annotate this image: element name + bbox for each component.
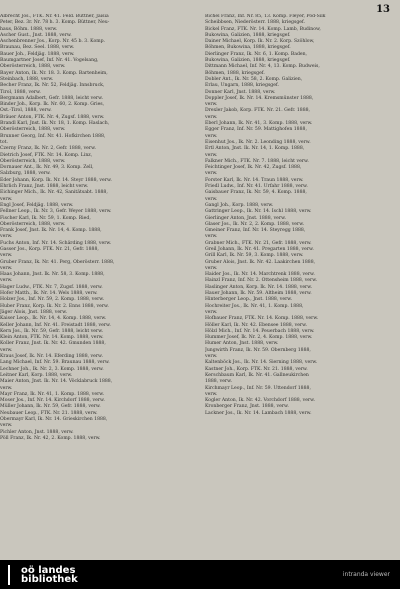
- entry-line: Mayr Franz, Ik. Nr. 41, 1. Komp. 1888, verw.: [0, 391, 105, 397]
- entry-line: Oberösterreich, 1888, verw.: [0, 221, 66, 227]
- entry-line: Obermayr Karl, Ik. Nr. 14. Grieskirchen 1888,: [0, 417, 108, 422]
- entry-line: Dobler Ant., Ik. Nr. 58, 2. Komp. Galizien,: [205, 76, 303, 82]
- entry-line: Dainer Michael, Korp. Ik. Nr. 2. Korp. Szöhlow,: [205, 39, 315, 45]
- entry-line: verw.: [0, 196, 13, 202]
- entry-line: Kern Jos., Ik. Nr. 59, Gefr. 1888, leicht verw.: [0, 328, 104, 334]
- entry-line: Baumgartner Josef, Inf. Nr. 41. Vogelsang,: [0, 58, 99, 64]
- entry-line: Binder Joh., Korp. Ik. Nr. 60, 2. Komp. Gries,: [0, 102, 105, 108]
- entry-line: Bayer Anton, Ik. Nr. 18. 3. Komp. Bartenheim,: [0, 70, 108, 76]
- entry-line: Gierlinger Anton, Jnst. 1888, verw.: [205, 215, 286, 221]
- entry-line: verw.: [0, 234, 13, 240]
- entry-line: Hager Ludw., FTK. Nr. 7, Zugsf. 1888, verw.: [0, 284, 103, 290]
- entry-line: verw.: [205, 114, 218, 120]
- entry-line: Greil Johann, Ik. Nr. 41. Pregarten 1888, verw.: [205, 246, 314, 252]
- entry-line: verw.: [205, 102, 218, 108]
- entry-line: Gaisbauer Franz, Ik. Nr. 59, 4. Komp. 1888,: [205, 190, 307, 196]
- entry-line: Jäger Alois, Jnst. 1888, verw.: [0, 309, 68, 315]
- entry-line: Lackner Jos., Ik. Nr. 14. Lambach 1888, verw.: [205, 410, 312, 416]
- entry-line: Feichtinger Josef, Ik. Nr. 42, Zugsf. 1888,: [205, 165, 302, 171]
- entry-line: Ehrlich Franz, Jnst. 1888, leicht verw.: [0, 184, 89, 190]
- entry-line: Oberösterreich, 1888, verw.: [0, 64, 66, 70]
- entry-line: Dietrich Josef, FTK. Nr. 14. Komp. Linz,: [0, 152, 93, 158]
- entry-line: Kerschbaum Karl, Ik. Nr. 41. Gallneukirchen: [205, 372, 309, 378]
- entry-line: Bräuer Anton, FTK. Nr. 4, Zugsf. 1888, verw.: [0, 114, 105, 120]
- entry-line: Koller Franz, Jnst. Ik. Nr. 42. Gmunden 1888,: [0, 341, 106, 347]
- entry-line: Bickel Franz, FTK. Nr. 14. Komp. Lamb, Budinow,: [205, 26, 321, 32]
- entry-line: verw.: [205, 133, 218, 139]
- entry-line: Forster Karl, Ik. Nr. 14. Traun 1888, verw.: [205, 177, 304, 183]
- entry-line: Peter, Bez. 3r. Nr. 78 h. 3. Komp. Büttner, Neu-: [0, 20, 110, 26]
- entry-line: Grill Karl, Ik. Nr. 59, 3. Komp. 1888, verw.: [205, 253, 304, 259]
- logo-bar-icon: [8, 565, 16, 585]
- viewer-brand-label: intranda viewer: [342, 571, 390, 578]
- entry-line: Hochreiter Jos., Ik. Nr. 41, 1. Komp. 1888,: [205, 303, 304, 309]
- entry-line: Brunner Georg, Inf. Nr. 41. Hofkirchen 1888,: [0, 133, 106, 139]
- entry-line: verw.: [205, 309, 218, 315]
- entry-line: Grabner Mich., FTK. Nr. 21, Gefr. 1888, verw.: [205, 240, 312, 246]
- entry-line: Bukowina, Galizien, 1888, kriegsgef.: [205, 32, 291, 38]
- entry-line: Huber Franz, Korp. Ik. Nr. 2. Enns 1888, verw.: [0, 303, 109, 309]
- entry-line: Kraus Josef, Ik. Nr. 14. Eferding 1888, verw.: [0, 354, 103, 360]
- entry-line: Frank Josef, Jnst. Ik. Nr. 14, 4. Komp. 1888,: [0, 228, 102, 234]
- entry-line: verw.: [0, 347, 13, 353]
- entry-line: haus, Böhm. 1888, verw.: [0, 26, 58, 32]
- entry-line: Gasser Jos., Korp. FTK. Nr. 21, Gefr. 1888,: [0, 246, 99, 252]
- entry-line: Glaser Jos., Ik. Nr. 2, 2. Komp. 1888, verw.: [205, 221, 305, 227]
- entry-line: Doppler Josef, Ik. Nr. 14. Kremsmünster 1888,: [205, 95, 314, 101]
- entry-line: Pöll Franz, Ik. Nr. 42, 2. Komp. 1888, verw.: [0, 435, 101, 441]
- library-logo[interactable]: [0, 565, 78, 585]
- entry-line: Fuchs Anton, Inf. Nr. 14. Schärding 1888, verw.: [0, 240, 112, 246]
- entry-line: Hofer Matth., Ik. Nr. 14. Wels 1888, verw.: [0, 291, 98, 297]
- entry-line: Fellner Leop., Ik. Nr. 3, Gefr. Weyer 1888, verw.: [0, 209, 112, 215]
- entry-line: verw.: [0, 385, 13, 391]
- left-column: [0, 14, 195, 559]
- entry-line: Jungwirth Franz, Ik. Nr. 59. Obernberg 1888,: [205, 347, 311, 353]
- entry-line: verw.: [205, 234, 218, 240]
- entry-line: Friedl Ludw., Inf. Nr. 41. Urfahr 1888, verw.: [205, 184, 308, 190]
- entry-line: Steinbach, 1888, verw.: [0, 76, 54, 82]
- entry-line: Hölzl Mich., Inf. Nr. 14. Peuerbach 1888, verw.: [205, 328, 315, 334]
- entry-line: verw.: [205, 171, 218, 177]
- page-number: 13: [376, 4, 390, 15]
- entry-line: Lechner Joh., Ik. Nr. 2, 3. Komp. 1888, verw.: [0, 366, 104, 372]
- entry-line: Albrecht Jos., FTK. Nr. 41. Feld. Büttner, Jaisia: [0, 14, 109, 19]
- entry-line: Gruber Franz, Ik. Nr. 41. Perg, Oberösterr. 1888,: [0, 259, 115, 265]
- entry-line: Haas Johann, Jnst. Ik. Nr. 58, 3. Komp. 1888,: [0, 272, 105, 278]
- entry-line: Leitner Karl, Korp. 1888, verw.: [0, 372, 73, 378]
- entry-line: Keller Johann, Inf. Nr. 41. Freistadt 1888, verw.: [0, 322, 111, 328]
- entry-line: verw.: [205, 391, 218, 397]
- entry-line: verw.: [205, 265, 218, 271]
- entry-line: Salzburg, 1888, verw.: [0, 171, 51, 177]
- entry-line: verw.: [205, 196, 218, 202]
- entry-line: Höller Karl, Ik. Nr. 42. Ebensee 1888, verw.: [205, 322, 307, 328]
- entry-line: Bergmann Adalbert, Gefr. 1888, leicht verw.: [0, 95, 103, 101]
- entry-line: Lang Michael, Inf. Nr. 59. Braunau 1888, verw.: [0, 360, 110, 366]
- entry-line: verw.: [0, 278, 13, 284]
- entry-line: Egger Franz, Inf. Nr. 59. Mattighofen 1888,: [205, 127, 307, 133]
- entry-line: Eberl Johann, Ik. Nr. 41, 3. Komp. 1888, verw.: [205, 121, 313, 127]
- entry-line: Drexler Jakob, Korp. FTK. Nr. 21. Gefr. 1888,: [205, 108, 311, 114]
- logo-line-1: oö landes: [21, 564, 76, 576]
- entry-line: verw.: [0, 253, 13, 259]
- entry-line: Haider Jos., Ik. Nr. 14. Marchtrenk 1888, verw.: [205, 272, 315, 278]
- entry-line: Brandl Karl, Jnst. Ik. Nr. 18, 1. Komp. Haslach,: [0, 121, 110, 127]
- entry-line: Kirchmayr Leop., Inf. Nr. 59. Uttendorf 1888,: [205, 385, 311, 391]
- entry-line: Dierlinger Franz, Ik. Nr. 6, 1. Komp. Baden,: [205, 51, 308, 57]
- entry-line: tot.: [0, 139, 8, 145]
- entry-line: Braunau, Bez. Seel. 1888, verw.: [0, 45, 75, 51]
- entry-line: Hofbauer Franz, FTK. Nr. 14. Komp. 1888, verw.: [205, 316, 319, 322]
- entry-line: Holzer Jos., Inf. Nr. 59, 2. Komp. 1888, verw.: [0, 297, 105, 303]
- entry-line: Ost.-Tirol, 1888, verw.: [0, 108, 52, 114]
- entry-line: Kogler Anton, Ik. Nr. 42. Vorchdorf 1888, verw.: [205, 398, 315, 404]
- entry-line: Gmeiner Franz, Inf. Nr. 14. Steyregg 1888,: [205, 228, 306, 234]
- entry-line: Oberösterreich, 1888, verw.: [0, 158, 66, 164]
- logo-line-2: bibliothek: [21, 573, 78, 585]
- entry-line: Scheibbsen, Niederösterr. 1888, kriegsgef.: [205, 20, 305, 26]
- entry-line: Aschenbrenner Jos., Korp. Nr. 45 b. 3. Komp.: [0, 39, 105, 45]
- entry-line: Tirol, 1888, verw.: [0, 89, 41, 95]
- entry-line: Erlau, Ungarn, 1888, kriegsgef.: [205, 83, 279, 89]
- entry-line: Donner Karl, Jnst. 1888, verw.: [205, 89, 276, 95]
- entry-line: Becher Franz, Ik. Nr. 52, Feldjäg. Innsbruck,: [0, 83, 105, 89]
- entry-line: verw.: [205, 152, 218, 158]
- entry-line: Bukowina, Galizien, 1888, kriegsgef.: [205, 58, 291, 64]
- entry-line: Neubauer Leop., FTK. Nr. 21. 1888, verw.: [0, 410, 98, 416]
- entry-line: Haslinger Anton, Korp. Ik. Nr. 14. 1888, verw.: [205, 284, 313, 290]
- entry-line: Bichel Franz, Inf. Nr. 85, 13. Komp. Fleyer, Pod-Silk: [205, 14, 326, 19]
- entry-line: Gruber Alois, Jnst. Ik. Nr. 42. Laakirchen 1888,: [205, 259, 316, 265]
- entry-line: Kastner Joh., Korp. FTK. Nr. 21. 1888, verw.: [205, 366, 308, 372]
- entry-line: Hauer Johann, Ik. Nr. 59. Altheim 1888, verw.: [205, 291, 312, 297]
- entry-line: Eder Johann, Korp. Ik. Nr. 14. Steyr 1888, verw.: [0, 177, 112, 183]
- right-column: [205, 14, 400, 559]
- entry-line: Kaltenböck Jos., Ik. Nr. 14. Sierning 1888, verw.: [205, 360, 318, 366]
- entry-line: Eichinger Mich., Ik. Nr. 42, Sanitätsabt. 1888,: [0, 190, 108, 196]
- entry-line: Eisenhut Jos., Ik. Nr. 2. Leonding 1888, verw.: [205, 139, 311, 145]
- entry-line: Böhmen, 1888, kriegsgef.: [205, 70, 265, 76]
- entry-line: Bauer Joh., Feldjäg. 1888, verw.: [0, 51, 75, 57]
- entry-line: Gangl Joh., Korp. 1888, verw.: [205, 202, 274, 208]
- entry-line: Klein Anton, FTK. Nr. 14. Komp. 1888, verw.: [0, 335, 104, 341]
- entry-line: verw.: [0, 423, 13, 429]
- entry-line: Czerny Franz, Ik. Nr. 2, Gefr. 1888, verw.: [0, 146, 96, 152]
- entry-line: Engl Josef, Feldjäg. 1888, verw.: [0, 202, 74, 208]
- entry-line: Falkner Mich., FTK. Nr. 7. 1888, leicht verw.: [205, 158, 309, 164]
- entry-line: Ertl Anton, Jnst. Ik. Nr. 14, 1. Komp. 1888,: [205, 146, 305, 152]
- logo-text: [21, 566, 78, 584]
- entry-line: Humer Anton, Jnst. 1888, verw.: [205, 341, 279, 347]
- entry-line: Maier Anton, Jnst. Ik. Nr. 14. Vöcklabruck 1888,: [0, 379, 113, 385]
- entry-line: Dornauer Ant., Ik. Nr. 49, 3. Komp. Zell,: [0, 165, 94, 171]
- entry-line: Moser Jos., Inf. Nr. 14. Kirchdorf 1888, verw.: [0, 398, 105, 404]
- entry-line: Ascher Gust., Jnst. 1888, verw.: [0, 32, 72, 38]
- entry-line: Oberösterreich, 1888, verw.: [0, 127, 66, 133]
- entry-line: Pichler Anton, Jnst. 1888, verw.: [0, 429, 74, 435]
- entry-line: 1888, verw.: [205, 379, 232, 385]
- entry-line: Dittmann Michael, Inf. Nr. 4, 13. Komp. Budweis,: [205, 64, 320, 70]
- entry-line: Kaiser Leop., Ik. Nr. 14, 4. Komp. 1888, verw.: [0, 316, 107, 322]
- entry-line: Fischer Karl, Ik. Nr. 59, 1. Komp. Ried,: [0, 215, 91, 221]
- entry-line: verw.: [0, 265, 13, 271]
- entry-line: Hinterberger Leop., Jnst. 1888, verw.: [205, 297, 293, 303]
- entry-line: Böhmen, Bukowina, 1888, kriegsgef.: [205, 45, 291, 51]
- entry-line: Hainzl Franz, Inf. Nr. 2. Ottensheim 1888, verw.: [205, 278, 318, 284]
- viewer-footer: [0, 560, 400, 589]
- entry-line: verw.: [205, 354, 218, 360]
- entry-line: Hummer Josef, Ik. Nr. 2, 4. Komp. 1888, verw.: [205, 335, 313, 341]
- entry-line: Kronberger Franz, Jnst. 1888, verw.: [205, 404, 289, 410]
- entry-line: Gattringer Leop., Ik. Nr. 14. Ischl 1888, verw.: [205, 209, 312, 215]
- entry-line: Müller Johann, Ik. Nr. 59, Gefr. 1888, verw.: [0, 404, 101, 410]
